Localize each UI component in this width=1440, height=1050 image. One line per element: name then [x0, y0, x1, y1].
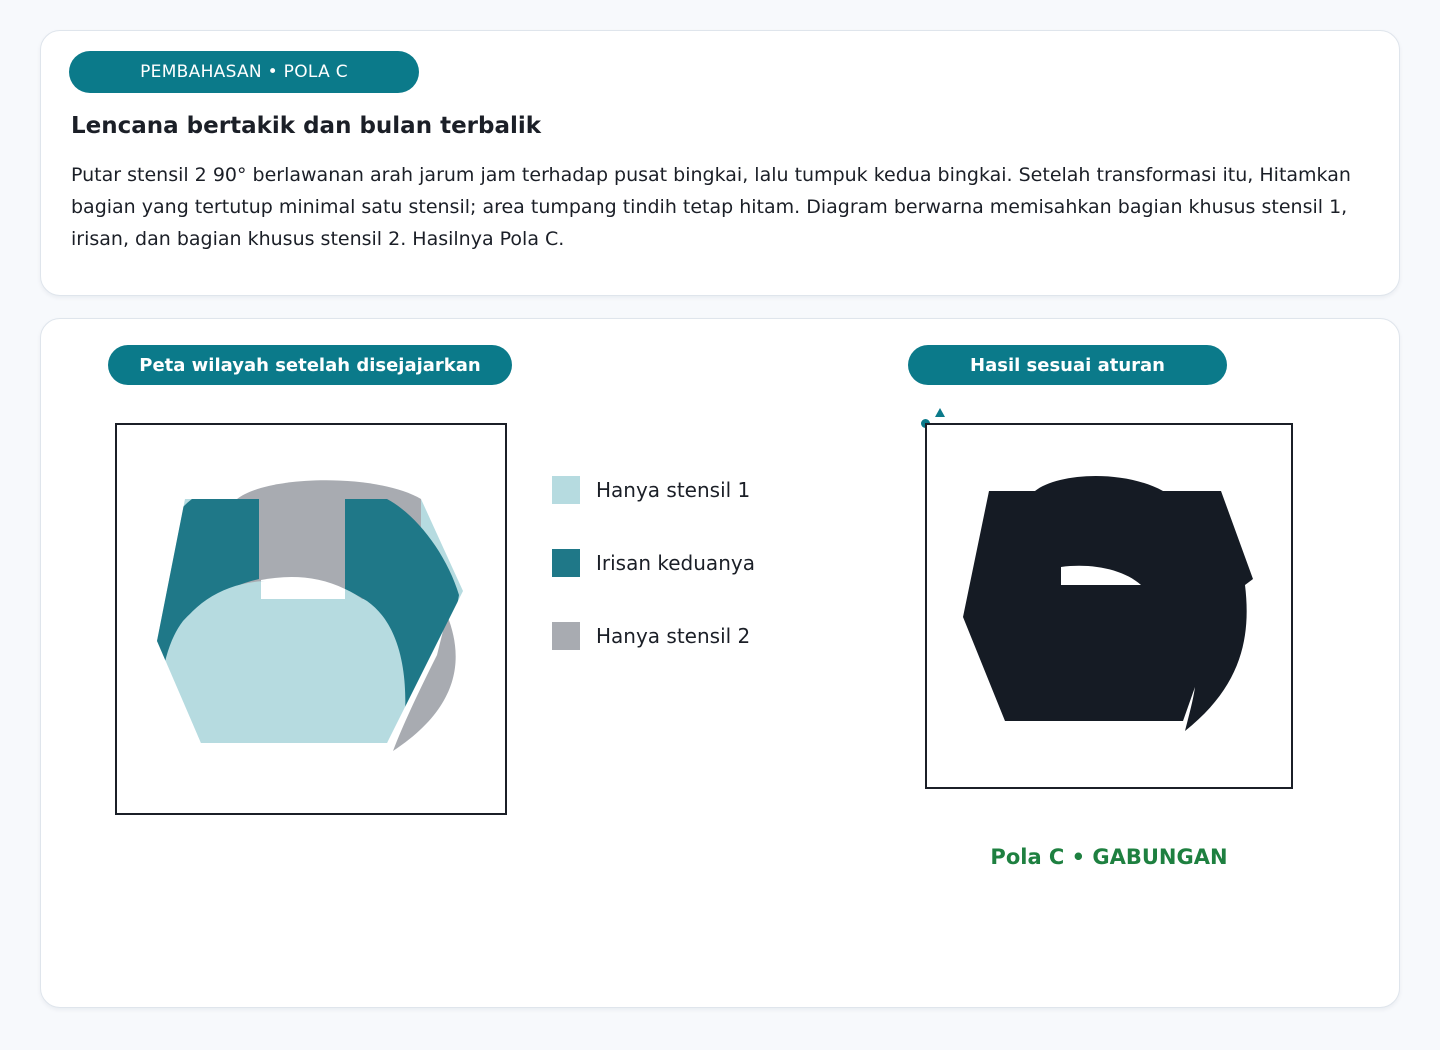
- legend-label: Hanya stensil 1: [596, 478, 751, 502]
- diagram-card: [40, 318, 1400, 1008]
- region-map-frame: [115, 423, 507, 815]
- region-map-figure: [117, 425, 505, 813]
- legend-item-intersection: [552, 548, 812, 578]
- section-badge: PEMBAHASAN • POLA C: [69, 51, 419, 93]
- result-caption: Pola C • GABUNGAN: [990, 845, 1228, 869]
- legend-swatch-stencil-2: [552, 622, 580, 650]
- legend-swatch-stencil-1: [552, 476, 580, 504]
- explanation-text: Putar stensil 2 90° berlawanan arah jarum jam terhadap pusat bingkai, lalu tumpuk kedua bingkai. Setelah transformasi itu, Hitamkan bagian yang tertutup minimal satu stensil; area tumpang tindih tetap hitam. Diagram berwarna memisahkan bagian khusus stensil 1, irisan, dan bagian khusus stensil 2. Hasilnya Pola C.: [71, 164, 1351, 250]
- result-label: Hasil sesuai aturan: [908, 345, 1227, 385]
- result-frame: [925, 423, 1293, 789]
- page-title: Lencana bertakik dan bulan terbalik: [71, 113, 542, 139]
- legend-item-stencil-1: [552, 475, 812, 505]
- result-shape: [963, 476, 1253, 731]
- stencil-1-circle-region: [167, 581, 404, 743]
- region-map-label: Peta wilayah setelah disejajarkan: [108, 345, 512, 385]
- orientation-arrow-icon: [935, 408, 945, 417]
- explanation-card: [40, 30, 1400, 296]
- legend-label: Hanya stensil 2: [596, 624, 751, 648]
- result-figure: [927, 425, 1291, 787]
- legend-item-stencil-2: [552, 621, 812, 651]
- legend-swatch-intersection: [552, 549, 580, 577]
- legend-label: Irisan keduanya: [596, 551, 755, 575]
